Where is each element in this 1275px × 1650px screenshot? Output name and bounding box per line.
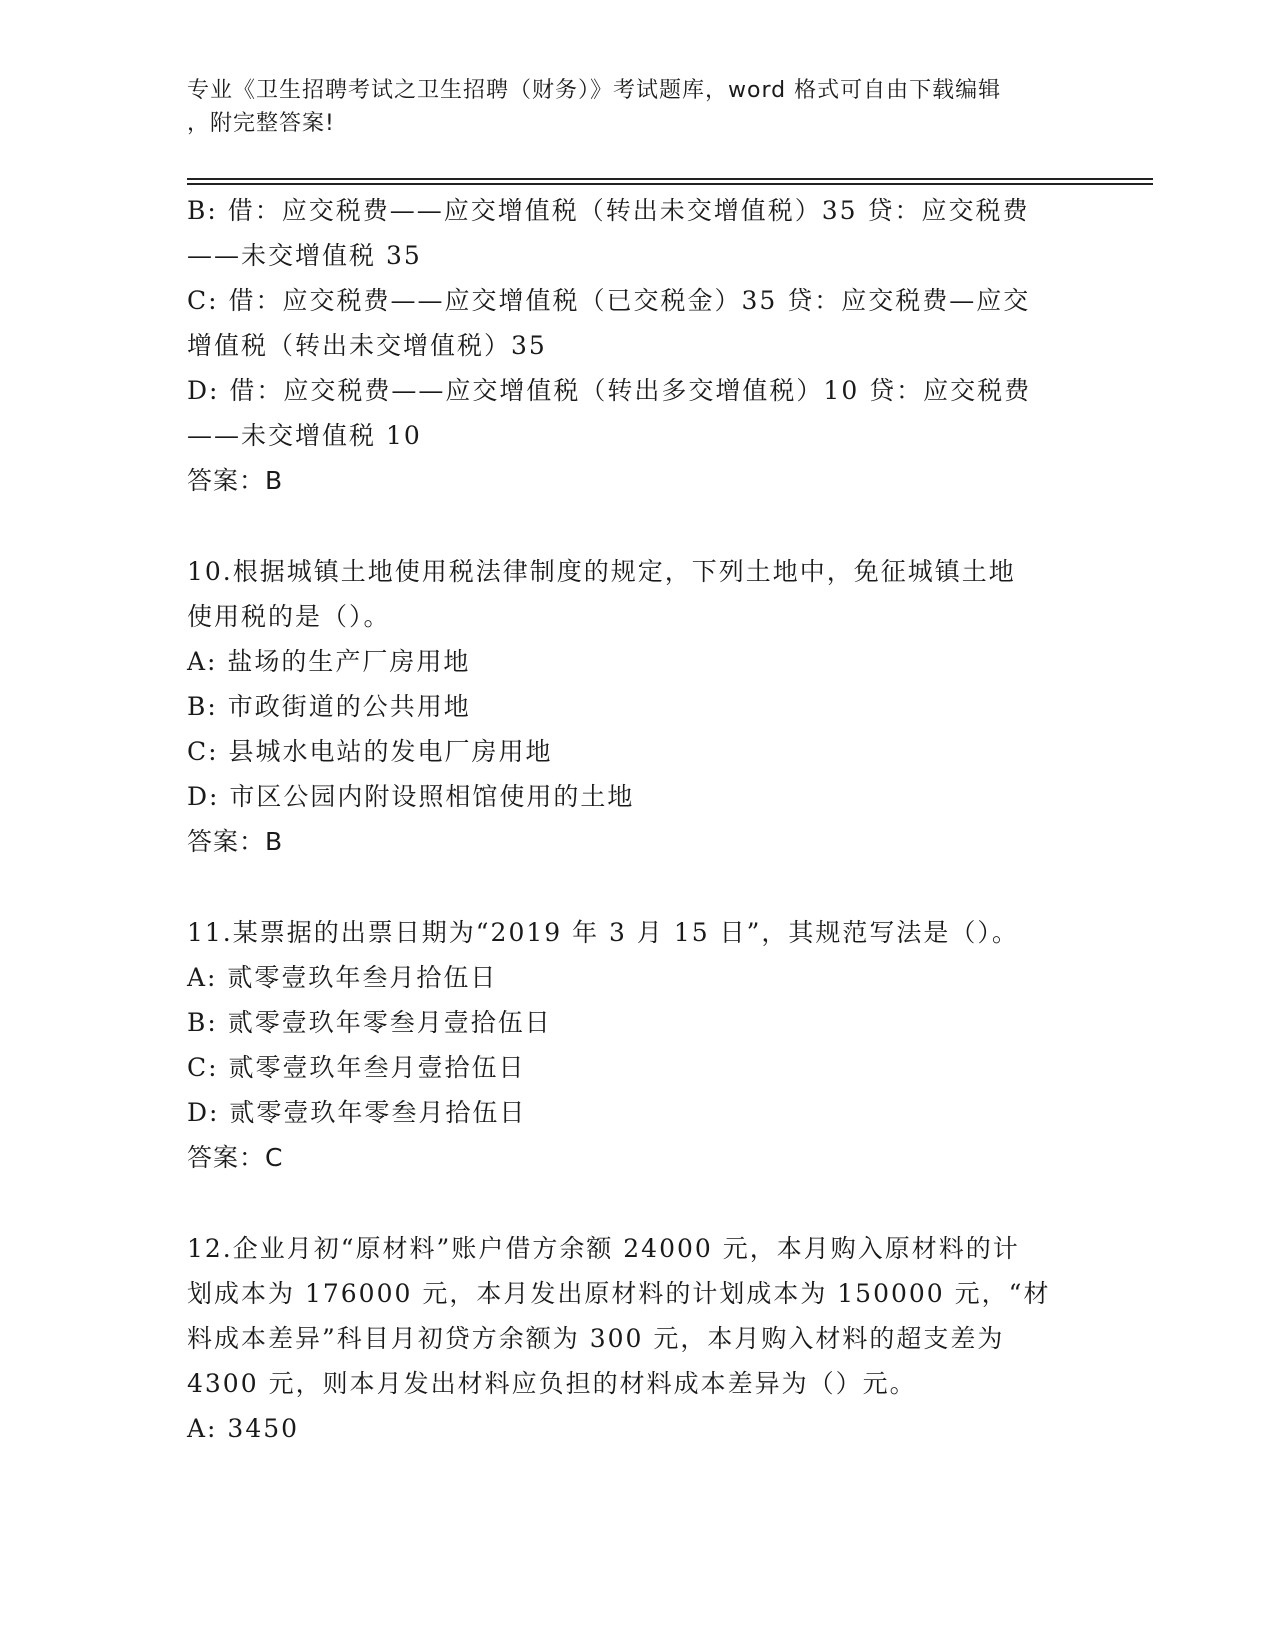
option-c-line-1: C: 借：应交税费——应交增值税（已交税金）35 贷：应交税费—应交 <box>187 286 1031 315</box>
document-content <box>187 188 1087 1451</box>
question-9 <box>187 188 1087 503</box>
option-d-line-1: D: 借：应交税费——应交增值税（转出多交增值税）10 贷：应交税费 <box>187 376 1032 405</box>
question-11 <box>187 910 1087 1180</box>
header-divider-top <box>187 178 1153 180</box>
header-divider-bottom <box>187 183 1153 185</box>
header-line-2: ，附完整答案! <box>187 111 335 136</box>
question-stem-line-2: 使用税的是（）。 <box>187 602 391 631</box>
answer-line: 答案：B <box>187 466 284 495</box>
question-12 <box>187 1226 1087 1451</box>
document-header <box>187 74 1067 140</box>
option-b: B: 贰零壹玖年零叁月壹拾伍日 <box>187 1008 552 1037</box>
question-stem-line-3: 料成本差异”科目月初贷方余额为 300 元，本月购入材料的超支差为 <box>187 1324 1005 1353</box>
option-c: C: 县城水电站的发电厂房用地 <box>187 737 553 766</box>
question-spacer <box>187 503 1087 549</box>
question-10 <box>187 549 1087 864</box>
option-d-line-2: ——未交增值税 10 <box>187 421 422 450</box>
option-a: A: 3450 <box>187 1414 300 1443</box>
option-b-line-2: ——未交增值税 35 <box>187 241 422 270</box>
option-c: C: 贰零壹玖年叁月壹拾伍日 <box>187 1053 526 1082</box>
option-b: B: 市政街道的公共用地 <box>187 692 471 721</box>
question-stem-line-2: 划成本为 176000 元，本月发出原材料的计划成本为 150000 元，“材 <box>187 1279 1051 1308</box>
question-stem-line-1: 12.企业月初“原材料”账户借方余额 24000 元，本月购入原材料的计 <box>187 1234 1020 1263</box>
question-stem-line-1: 10.根据城镇土地使用税法律制度的规定，下列土地中，免征城镇土地 <box>187 557 1016 586</box>
question-spacer <box>187 1180 1087 1226</box>
option-d: D: 贰零壹玖年零叁月拾伍日 <box>187 1098 527 1127</box>
question-spacer <box>187 864 1087 910</box>
option-d: D: 市区公园内附设照相馆使用的土地 <box>187 782 635 811</box>
header-line-1: 专业《卫生招聘考试之卫生招聘（财务）》考试题库，word 格式可自由下载编辑 <box>187 78 1002 103</box>
option-b-line-1: B: 借：应交税费——应交增值税（转出未交增值税）35 贷：应交税费 <box>187 196 1030 225</box>
answer-line: 答案：C <box>187 1143 284 1172</box>
question-stem-line-1: 11.某票据的出票日期为“2019 年 3 月 15 日”，其规范写法是（）。 <box>187 918 1019 947</box>
answer-line: 答案：B <box>187 827 284 856</box>
option-a: A: 贰零壹玖年叁月拾伍日 <box>187 963 498 992</box>
option-a: A: 盐场的生产厂房用地 <box>187 647 471 676</box>
option-c-line-2: 增值税（转出未交增值税）35 <box>187 331 547 360</box>
question-stem-line-4: 4300 元，则本月发出材料应负担的材料成本差异为（）元。 <box>187 1369 917 1398</box>
